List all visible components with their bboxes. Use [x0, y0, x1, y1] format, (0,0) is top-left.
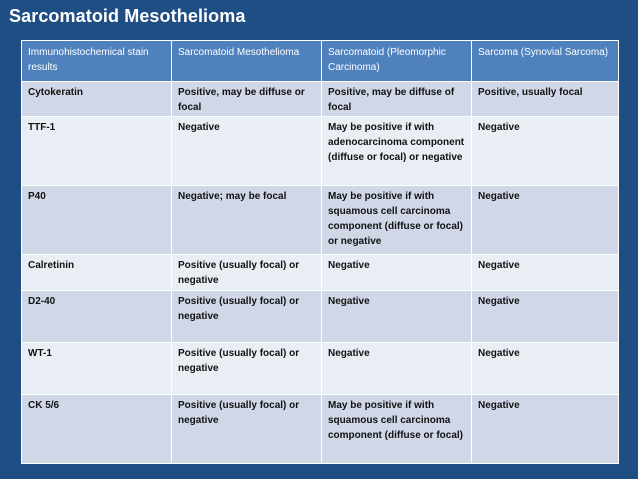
row-stain-name: Calretinin: [22, 255, 172, 291]
table-cell: Positive (usually focal) or negative: [172, 255, 322, 291]
table-cell: Negative; may be focal: [172, 186, 322, 255]
table-row: [22, 395, 619, 464]
table-cell: Negative: [472, 186, 619, 255]
row-stain-name: Cytokeratin: [22, 82, 172, 117]
table-row: [22, 82, 619, 117]
table-row: [22, 186, 619, 255]
row-stain-name: D2-40: [22, 291, 172, 343]
table-cell: Positive (usually focal) or negative: [172, 291, 322, 343]
table-cell: Negative: [472, 117, 619, 186]
stain-results-table: [21, 40, 619, 464]
header-pleomorphic-carcinoma: Sarcomatoid (Pleomorphic Carcinoma): [322, 41, 472, 82]
slide-title: Sarcomatoid Mesothelioma: [9, 6, 246, 26]
row-stain-name: CK 5/6: [22, 395, 172, 464]
table-cell: Negative: [322, 291, 472, 343]
table-cell: May be positive if with squamous cell carcinoma component (diffuse or focal): [322, 395, 472, 464]
table-cell: Negative: [172, 117, 322, 186]
row-stain-name: P40: [22, 186, 172, 255]
table-cell: Negative: [472, 255, 619, 291]
table-cell: Negative: [322, 255, 472, 291]
table-cell: Positive (usually focal) or negative: [172, 395, 322, 464]
table-cell: May be positive if with adenocarcinoma component (diffuse or focal) or negative: [322, 117, 472, 186]
table-cell: Positive, may be diffuse of focal: [322, 82, 472, 117]
row-stain-name: WT-1: [22, 343, 172, 395]
table-cell: Positive, usually focal: [472, 82, 619, 117]
table-cell: Negative: [472, 343, 619, 395]
table-cell: May be positive if with squamous cell carcinoma component (diffuse or focal) or negative: [322, 186, 472, 255]
row-stain-name: TTF-1: [22, 117, 172, 186]
table-cell: Positive, may be diffuse or focal: [172, 82, 322, 117]
table-row: [22, 255, 619, 291]
table-cell: Negative: [472, 395, 619, 464]
table-row: [22, 117, 619, 186]
table-cell: Negative: [472, 291, 619, 343]
header-row: [22, 41, 619, 82]
header-synovial-sarcoma: Sarcoma (Synovial Sarcoma): [472, 41, 619, 82]
table-row: [22, 343, 619, 395]
stain-results-table-container: [21, 40, 618, 464]
header-stain: Immunohistochemical stain results: [22, 41, 172, 82]
header-sarcomatoid-mesothelioma: Sarcomatoid Mesothelioma: [172, 41, 322, 82]
table-cell: Positive (usually focal) or negative: [172, 343, 322, 395]
table-cell: Negative: [322, 343, 472, 395]
table-row: [22, 291, 619, 343]
